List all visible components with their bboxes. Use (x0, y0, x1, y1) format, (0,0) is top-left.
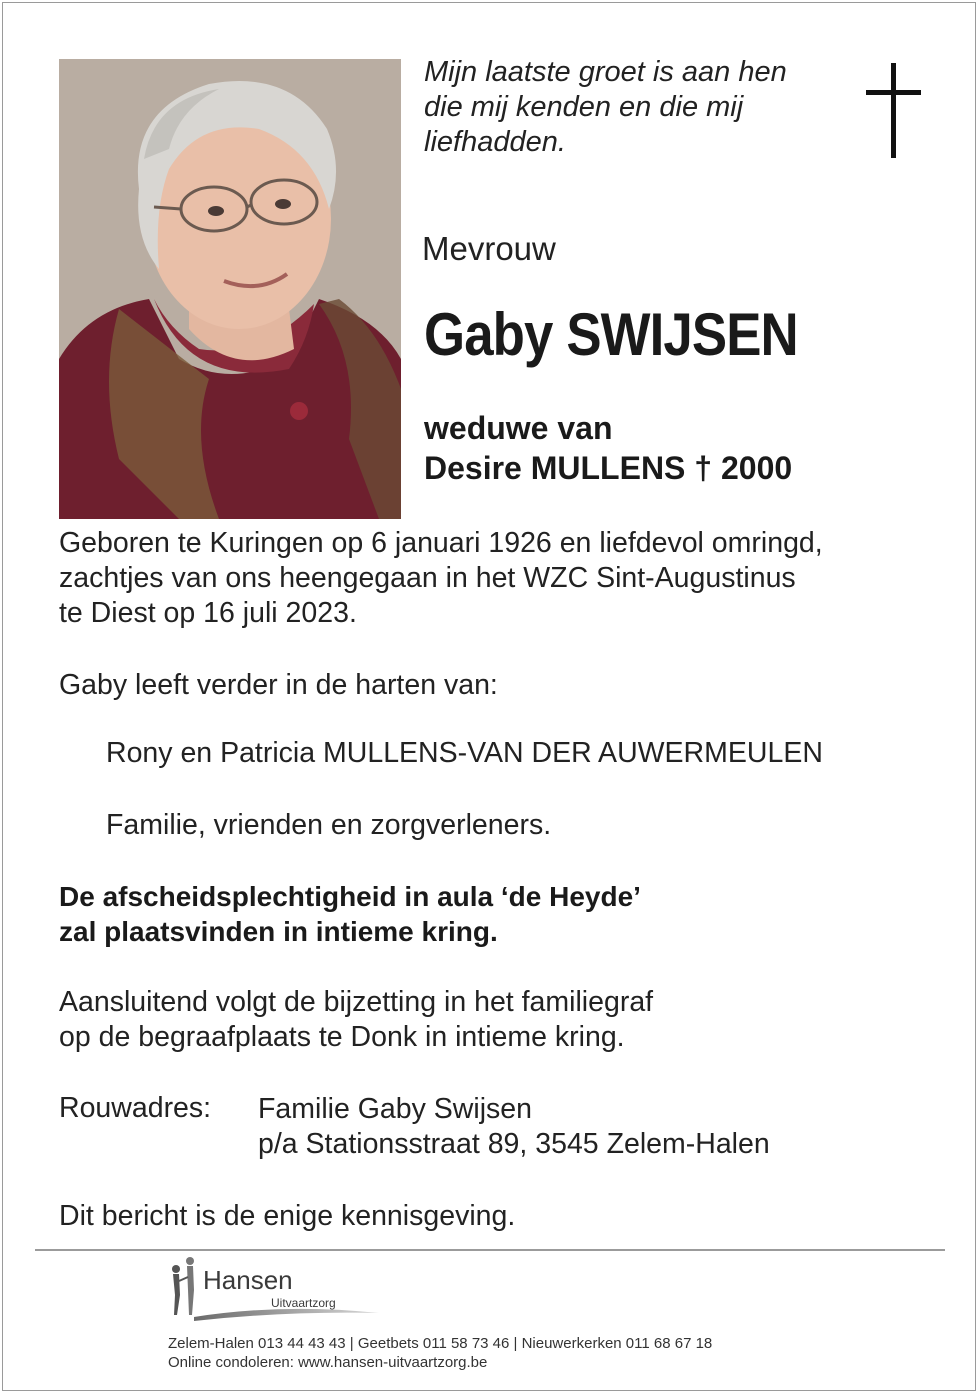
survivor-line: Rony en Patricia MULLENS-VAN DER AUWERMEULEN (106, 737, 823, 769)
paragraph-line: Geboren te Kuringen op 6 januari 1926 en liefdevol omringd, (59, 527, 823, 559)
quote-line: die mij kenden en die mij (424, 91, 744, 123)
online-condolences: Online condoleren: www.hansen-uitvaartzorg.be (168, 1354, 488, 1371)
address-line: p/a Stationsstraat 89, 3545 Zelem-Halen (258, 1128, 770, 1160)
mourning-address (258, 1092, 770, 1162)
funeral-home-contact (168, 1334, 712, 1372)
paragraph-line: Aansluitend volgt de bijzetting in het familiegraf (59, 986, 654, 1018)
paragraph-line: zachtjes van ons heengegaan in het WZC Sint-Augustinus (59, 562, 796, 594)
birth-death-paragraph (59, 526, 823, 631)
address-line: Familie Gaby Swijsen (258, 1093, 533, 1125)
notice-line: Dit bericht is de enige kennisgeving. (59, 1200, 516, 1232)
salutation: Mevrouw (422, 230, 556, 267)
quote-line: liefhadden. (424, 126, 566, 158)
quote-line: Mijn laatste groet is aan hen (424, 56, 787, 88)
spouse-name: Desire MULLENS † 2000 (424, 450, 793, 486)
paragraph-line: zal plaatsvinden in intieme kring. (59, 916, 498, 947)
deceased-name: Gaby SWIJSEN (424, 301, 798, 368)
paragraph-line: De afscheidsplechtigheid in aula ‘de Heyde’ (59, 881, 641, 912)
divider (35, 1249, 945, 1251)
funeral-home-subtitle: Uitvaartzorg (271, 1296, 336, 1310)
paragraph-line: op de begraafplaats te Donk in intieme kring. (59, 1021, 625, 1053)
survivor-line: Familie, vrienden en zorgverleners. (106, 809, 552, 841)
ceremony-notice (59, 879, 641, 949)
cross-icon (866, 63, 921, 158)
burial-paragraph (59, 985, 653, 1055)
funeral-home-name: Hansen (203, 1265, 293, 1295)
portrait-photo (59, 59, 401, 519)
paragraph-line: te Diest op 16 juli 2023. (59, 597, 357, 629)
widow-of (424, 408, 792, 488)
address-label: Rouwadres: (59, 1092, 212, 1124)
survivors-intro: Gaby leeft verder in de harten van: (59, 669, 498, 701)
quote (424, 55, 844, 160)
widow-line: weduwe van (424, 410, 613, 446)
phone-numbers: Zelem-Halen 013 44 43 43 | Geetbets 011 58 73 46 | Nieuwerkerken 011 68 67 18 (168, 1335, 713, 1352)
